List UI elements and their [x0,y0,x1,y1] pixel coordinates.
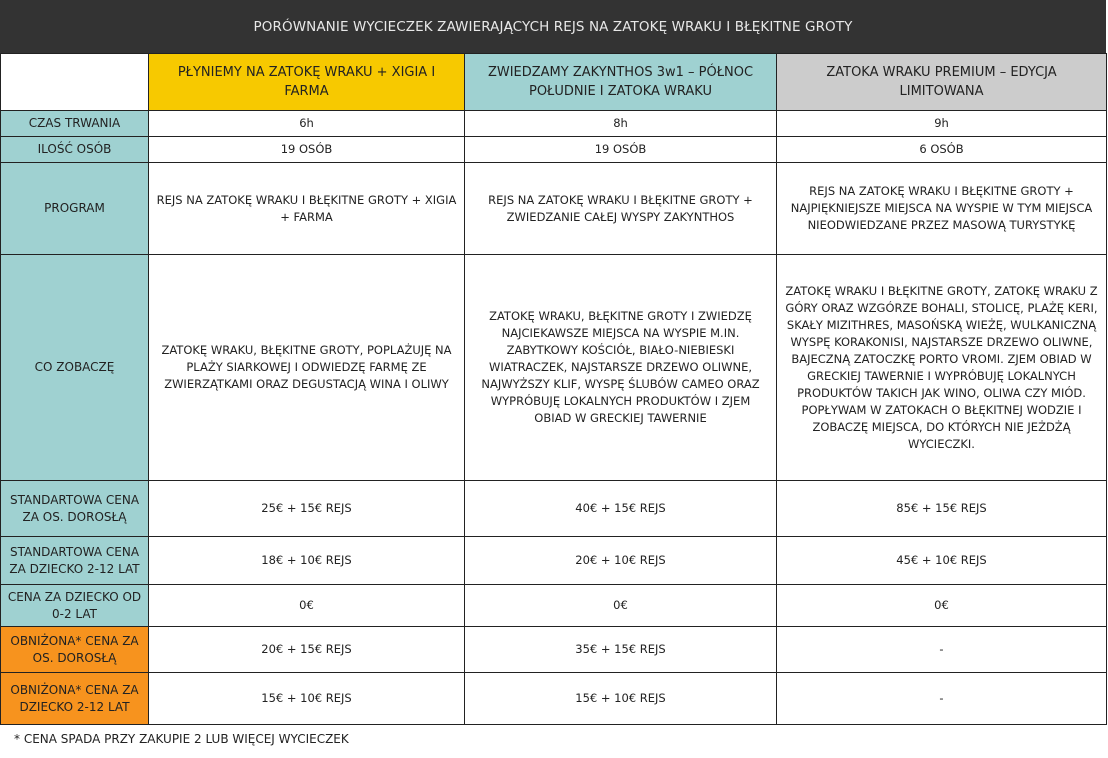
row-label: PROGRAM [1,163,149,255]
table-cell: 6h [149,111,465,137]
table-row [1,137,1107,163]
table-cell: REJS NA ZATOKĘ WRAKU I BŁĘKITNE GROTY + XIGIA + FARMA [149,163,465,255]
column-header-premium: ZATOKA WRAKU PREMIUM – EDYCJA LIMITOWANA [777,54,1107,111]
table-cell: 85€ + 15€ REJS [777,481,1107,537]
row-label: OBNIŻONA* CENA ZA OS. DOROSŁĄ [1,627,149,673]
table-row [1,537,1107,585]
table-row [1,627,1107,673]
table-cell: 19 OSÓB [465,137,777,163]
table-row [1,585,1107,627]
table-cell: 20€ + 10€ REJS [465,537,777,585]
table-cell: REJS NA ZATOKĘ WRAKU I BŁĘKITNE GROTY + NAJPIĘKNIEJSZE MIEJSCA NA WYSPIE W TYM MIEJSCA NIEODWIEDZANE PRZEZ MASOWĄ TURYSTYKĘ [777,163,1107,255]
column-header-xigia: PŁYNIEMY NA ZATOKĘ WRAKU + XIGIA I FARMA [149,54,465,111]
table-cell: 15€ + 10€ REJS [465,673,777,725]
table-cell: ZATOKĘ WRAKU I BŁĘKITNE GROTY, ZATOKĘ WRAKU Z GÓRY ORAZ WZGÓRZE BOHALI, STOLICĘ, PLAŻĘ KERI, SKAŁY MIZITHRES, MASOŃSKĄ WIEŻĘ, WULKANICZNĄ WYSPĘ KORAKONISI, NAJSTARSZE DRZEWO OLIWNE, BAJECZNĄ ZATOCZKĘ PORTO VROMI. ZJEM OBIAD W GRECKIEJ TAWERNIE I WYPRÓBUJĘ LOKALNYCH PRODUKTÓW TAKICH JAK WINO, OLIWA CZY MIÓD. POPŁYWAM W ZATOKACH O BŁĘKITNEJ WODZIE I ZOBACZĘ MIEJSCA, DO KTÓRYCH NIE JEŻDŻĄ WYCIECZKI. [777,255,1107,481]
table-row [1,673,1107,725]
table-cell: 9h [777,111,1107,137]
table-cell: 40€ + 15€ REJS [465,481,777,537]
table-cell: ZATOKĘ WRAKU, BŁĘKITNE GROTY I ZWIEDZĘ NAJCIEKAWSZE MIEJSCA NA WYSPIE M.IN. ZABYTKOWY KOŚCIÓŁ, BIAŁO-NIEBIESKI WIATRACZEK, NAJSTARSZE DRZEWO OLIWNE, NAJWYŻSZY KLIF, WYSPĘ ŚLUBÓW CAMEO ORAZ WYPRÓBUJĘ LOKALNYCH PRODUKTÓW I ZJEM OBIAD W GRECKIEJ TAWERNIE [465,255,777,481]
table-cell: 35€ + 15€ REJS [465,627,777,673]
table-cell: - [777,627,1107,673]
table-cell: - [777,673,1107,725]
footnote: * CENA SPADA PRZY ZAKUPIE 2 LUB WIĘCEJ WYCIECZEK [14,732,349,746]
table-row [1,255,1107,481]
table-cell: 0€ [777,585,1107,627]
comparison-table [0,53,1107,725]
column-header-3w1: ZWIEDZAMY ZAKYNTHOS 3w1 – PÓŁNOC POŁUDNIE I ZATOKA WRAKU [465,54,777,111]
table-cell: 15€ + 10€ REJS [149,673,465,725]
row-label: OBNIŻONA* CENA ZA DZIECKO 2-12 LAT [1,673,149,725]
table-cell: 19 OSÓB [149,137,465,163]
table-title: PORÓWNANIE WYCIECZEK ZAWIERAJĄCYCH REJS NA ZATOKĘ WRAKU I BŁĘKITNE GROTY [0,0,1106,53]
table-row [1,481,1107,537]
table-row [1,111,1107,137]
table-cell: 20€ + 15€ REJS [149,627,465,673]
row-label: CO ZOBACZĘ [1,255,149,481]
table-cell: 8h [465,111,777,137]
table-cell: 0€ [149,585,465,627]
table-cell: REJS NA ZATOKĘ WRAKU I BŁĘKITNE GROTY + ZWIEDZANIE CAŁEJ WYSPY ZAKYNTHOS [465,163,777,255]
row-label: CZAS TRWANIA [1,111,149,137]
table-row [1,163,1107,255]
table-cell: 25€ + 15€ REJS [149,481,465,537]
table-cell: ZATOKĘ WRAKU, BŁĘKITNE GROTY, POPLAŻUJĘ NA PLAŻY SIARKOWEJ I ODWIEDZĘ FARMĘ ZE ZWIERZĄTKAMI ORAZ DEGUSTACJĄ WINA I OLIWY [149,255,465,481]
row-label: CENA ZA DZIECKO OD 0-2 LAT [1,585,149,627]
table-cell: 45€ + 10€ REJS [777,537,1107,585]
header-corner [1,54,149,111]
table-cell: 6 OSÓB [777,137,1107,163]
row-label: ILOŚĆ OSÓB [1,137,149,163]
row-label: STANDARTOWA CENA ZA OS. DOROSŁĄ [1,481,149,537]
table-cell: 18€ + 10€ REJS [149,537,465,585]
table-cell: 0€ [465,585,777,627]
header-row [1,54,1107,111]
row-label: STANDARTOWA CENA ZA DZIECKO 2-12 LAT [1,537,149,585]
